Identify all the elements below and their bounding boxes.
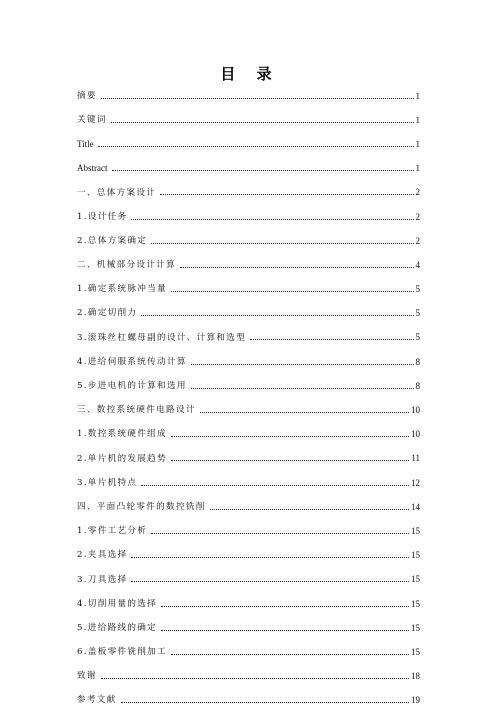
toc-entry-page-number: 18: [411, 671, 420, 682]
toc-entry-label: 5.进给路线的确定: [77, 622, 158, 633]
toc-entry-page-number: 19: [411, 695, 420, 706]
toc-entry[interactable]: [77, 544, 420, 568]
toc-entry-label: 二、机械部分设计计算: [77, 260, 176, 271]
toc-entry-label: 5.步进电机的计算和选用: [77, 381, 187, 392]
toc-entry-page-number: 10: [411, 429, 420, 440]
toc-entry[interactable]: [77, 423, 420, 447]
toc-entry-page-number: 1: [415, 90, 420, 101]
toc-dot-leader: [101, 98, 414, 99]
toc-entry-page-number: 15: [411, 525, 420, 536]
toc-entry-page-number: 8: [415, 356, 420, 367]
toc-entry-page-number: 15: [411, 646, 420, 657]
toc-entry[interactable]: [77, 326, 420, 350]
toc-entry-label: 1.零件工艺分析: [77, 526, 148, 537]
toc-dot-leader: [171, 291, 414, 292]
toc-entry-page-number: 8: [415, 380, 420, 391]
toc-entry-label: 1.数控系统硬件组成: [77, 429, 167, 440]
toc-dot-leader: [171, 436, 409, 437]
toc-dot-leader: [111, 122, 414, 123]
toc-entry[interactable]: [77, 495, 420, 519]
toc-dot-leader: [131, 219, 413, 220]
toc-entry[interactable]: [77, 592, 420, 616]
toc-entry-label: 4.切削用量的选择: [77, 598, 158, 609]
toc-entry-label: 2.单片机的发展趋势: [77, 453, 167, 464]
toc-entry[interactable]: [77, 108, 420, 132]
toc-dot-leader: [131, 557, 409, 558]
toc-entry-label: 关键词: [77, 114, 107, 125]
toc-entry-page-number: 5: [415, 284, 420, 295]
toc-entry-label: 致谢: [77, 671, 97, 682]
toc-entry[interactable]: [77, 229, 420, 253]
page-title: 目 录: [220, 65, 280, 83]
toc-dot-leader: [131, 581, 409, 582]
toc-entry-label: 一、总体方案设计: [77, 187, 157, 198]
toc-entry-label: 摘要: [77, 90, 97, 101]
toc-dot-leader: [151, 243, 413, 244]
toc-dot-leader: [160, 194, 413, 195]
toc-entry-page-number: 15: [411, 598, 420, 609]
toc-entry-page-number: 5: [415, 332, 420, 343]
toc-entry-page-number: 12: [411, 477, 420, 488]
toc-entry[interactable]: [77, 374, 420, 398]
toc-entry[interactable]: [77, 253, 420, 277]
toc-entry[interactable]: [77, 640, 420, 664]
toc-entry[interactable]: [77, 398, 420, 422]
toc-entry-page-number: 2: [415, 211, 420, 222]
toc-entry-page-number: 5: [415, 308, 420, 319]
toc-dot-leader: [161, 630, 409, 631]
toc-entry-label: 2.确定切削力: [77, 308, 138, 319]
toc-dot-leader: [171, 460, 409, 461]
toc-entry-page-number: 11: [411, 453, 420, 464]
toc-entry-label: 参考文献: [77, 695, 117, 706]
toc-entry[interactable]: [77, 519, 420, 543]
toc-entry-label: Title: [77, 138, 94, 149]
toc-entry[interactable]: [77, 278, 420, 302]
toc-entry-page-number: 1: [415, 138, 420, 149]
toc-entry-page-number: 2: [415, 187, 420, 198]
toc-entry-label: 3.滚珠丝杠螺母副的设计、计算和选型: [77, 332, 247, 343]
toc-entry-label: 3.刀具选择: [77, 574, 128, 585]
toc-dot-leader: [141, 315, 413, 316]
toc-entry-page-number: 1: [415, 114, 420, 125]
toc-entry[interactable]: [77, 665, 420, 689]
toc-entry[interactable]: [77, 471, 420, 495]
toc-dot-leader: [180, 267, 414, 268]
toc-entry-label: 4.进给伺服系统传动计算: [77, 356, 187, 367]
toc-dot-leader: [171, 654, 409, 655]
toc-entry-page-number: 15: [411, 550, 420, 561]
toc-entry[interactable]: [77, 84, 420, 108]
toc-entry[interactable]: [77, 302, 420, 326]
toc-entry-page-number: 2: [415, 235, 420, 246]
toc-entry[interactable]: [77, 132, 420, 156]
toc-entry-label: Abstract: [77, 163, 108, 174]
toc-entry-label: 三、数控系统硬件电路设计: [77, 405, 196, 416]
toc-entry-label: 2.总体方案确定: [77, 235, 148, 246]
toc-dot-leader: [101, 678, 409, 679]
toc-dot-leader: [98, 146, 414, 147]
toc-entry[interactable]: [77, 350, 420, 374]
toc-entry-label: 四、平面凸轮零件的数控铣削: [77, 501, 206, 512]
table-of-contents: [77, 84, 420, 713]
toc-entry-page-number: 4: [415, 259, 420, 270]
toc-entry-page-number: 1: [415, 163, 420, 174]
toc-dot-leader: [210, 509, 409, 510]
toc-dot-leader: [191, 364, 414, 365]
toc-entry-label: 3.单片机特点: [77, 477, 138, 488]
toc-entry[interactable]: [77, 447, 420, 471]
toc-entry-page-number: 14: [411, 501, 420, 512]
toc-dot-leader: [250, 339, 413, 340]
toc-dot-leader: [141, 485, 409, 486]
toc-entry-label: 6.盖板零件铣削加工: [77, 647, 167, 658]
toc-dot-leader: [200, 412, 409, 413]
toc-entry-page-number: 15: [411, 622, 420, 633]
toc-entry-page-number: 15: [411, 574, 420, 585]
toc-entry-label: 1.确定系统脉冲当量: [77, 284, 167, 295]
toc-entry-label: 1.设计任务: [77, 211, 128, 222]
toc-entry-label: 2.夹具选择: [77, 550, 128, 561]
toc-entry[interactable]: [77, 205, 420, 229]
toc-dot-leader: [121, 702, 409, 703]
toc-entry[interactable]: [77, 181, 420, 205]
toc-entry[interactable]: [77, 616, 420, 640]
toc-dot-leader: [151, 533, 409, 534]
toc-entry[interactable]: [77, 568, 420, 592]
toc-dot-leader: [112, 170, 414, 171]
toc-entry[interactable]: [77, 689, 420, 713]
toc-entry-page-number: 10: [411, 405, 420, 416]
toc-entry[interactable]: [77, 157, 420, 181]
toc-dot-leader: [191, 388, 414, 389]
toc-dot-leader: [161, 606, 409, 607]
